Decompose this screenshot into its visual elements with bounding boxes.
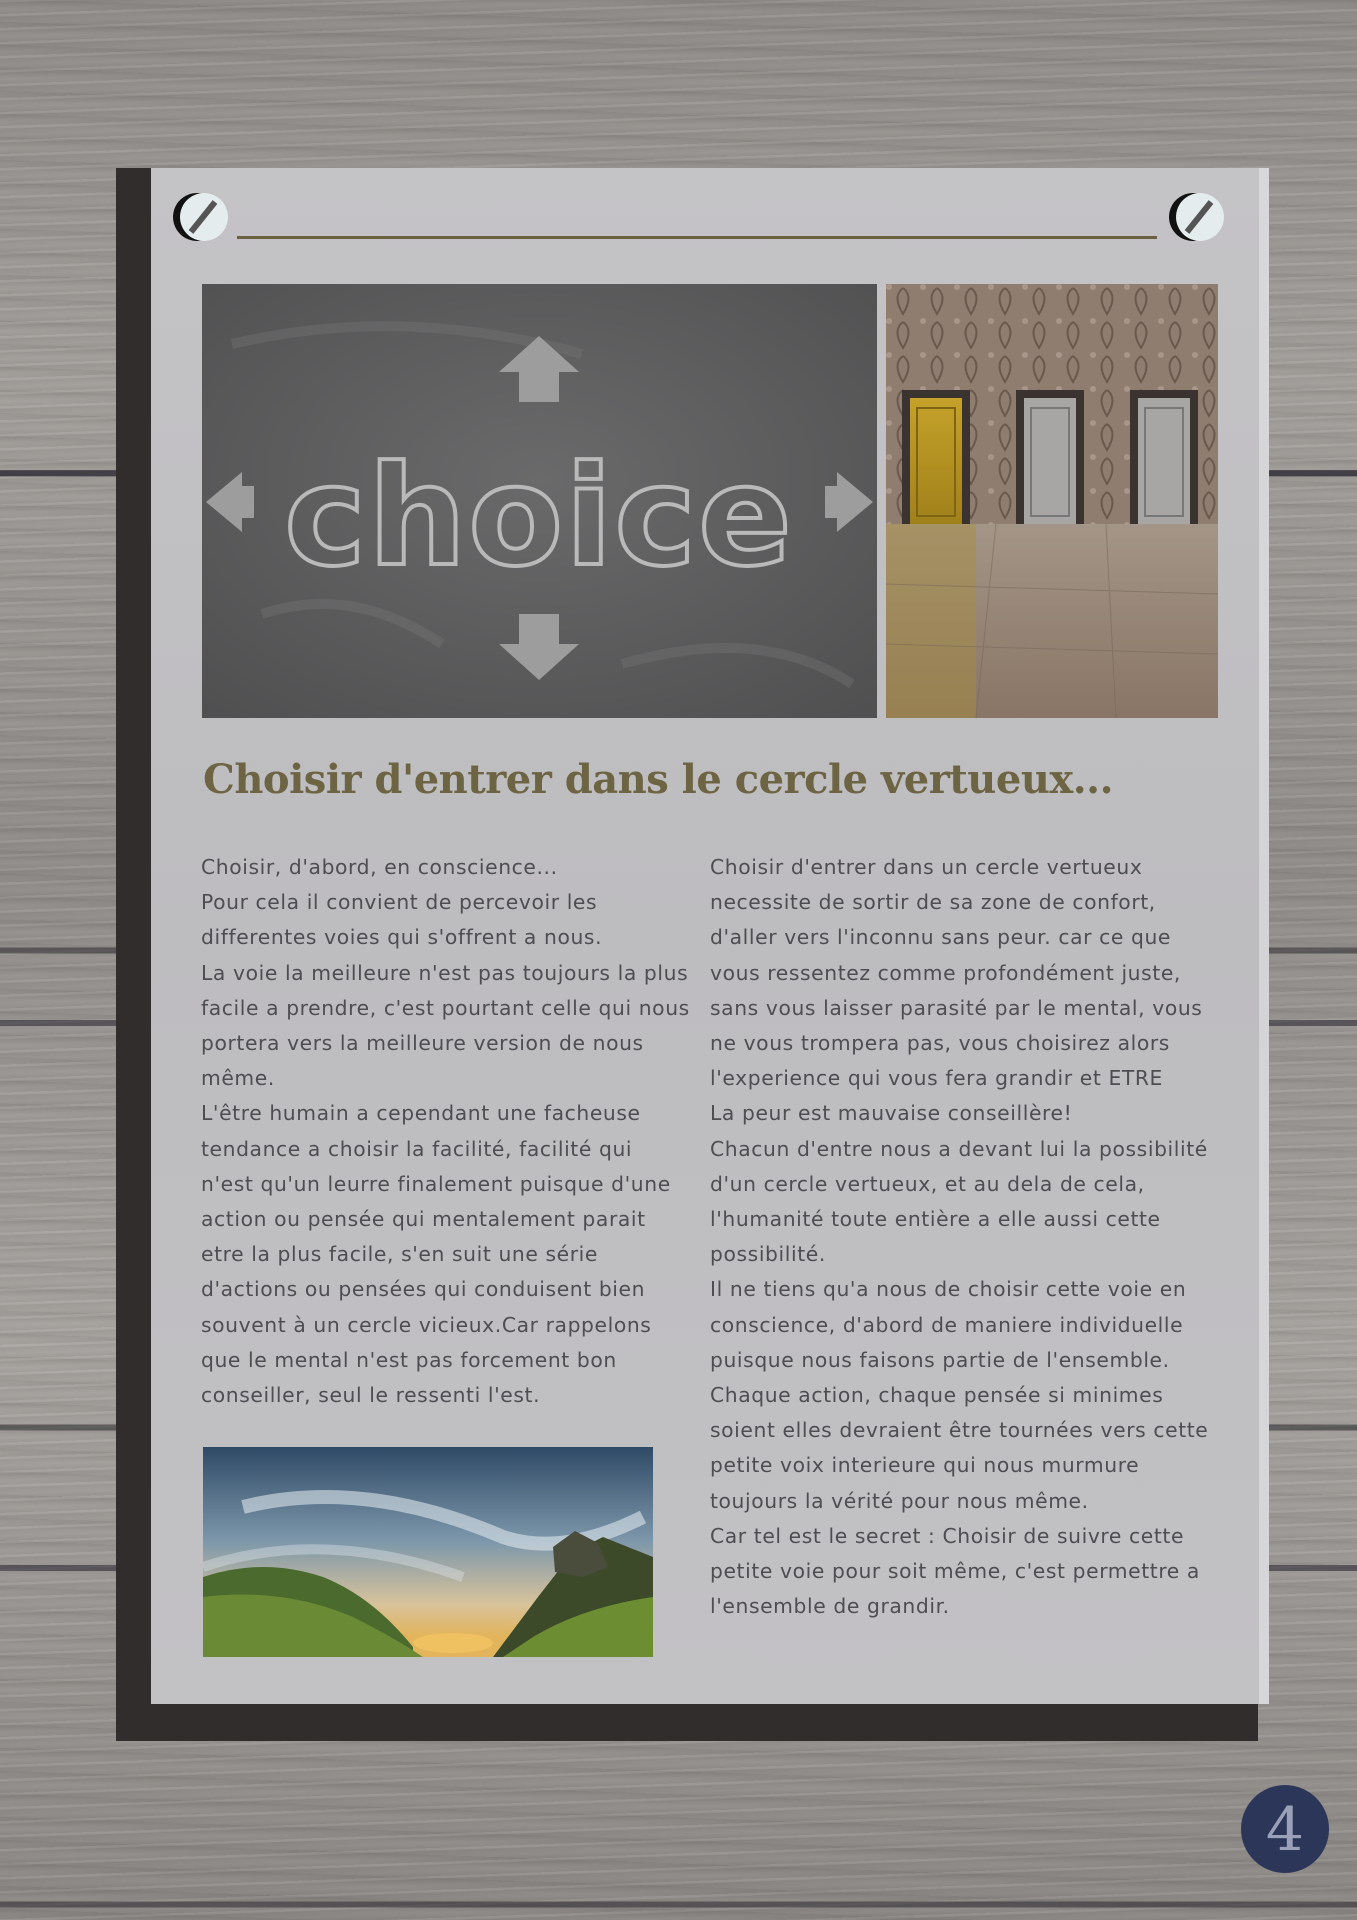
article-left-column: Choisir, d'abord, en conscience... Pour cela il convient de percevoir les differentes voies qui s'offrent a nous. La voie la meilleure n'est pas toujours la plus facile a prendre, c'est pourtant celle qui nous portera vers la meilleure version de nous même. L'être humain a cependant une facheuse tendance a choisir la facilité, facilité qui n'est qu'un leurre finalement puisque d'une action ou pensée qui mentalement parait etre la plus facile, s'en suit une série d'actions ou pensées qui conduisent bien souvent à un cercle vicieux.Car rappelons que le mental n'est pas forcement bon conseiller, seul le ressenti l'est.	[201, 855, 690, 1408]
top-rule	[237, 236, 1157, 239]
chalkboard-word: choice	[284, 436, 794, 597]
page-number-badge: 4	[1241, 1785, 1329, 1873]
pin-right-icon	[1167, 188, 1225, 246]
doors-photo	[886, 284, 1218, 718]
landscape-photo	[203, 1447, 653, 1657]
article-title: Choisir d'entrer dans le cercle vertueux...	[203, 756, 1114, 803]
pin-left-icon	[171, 188, 229, 246]
article-right-column: Choisir d'entrer dans un cercle vertueux necessite de sortir de sa zone de confort, d'aller vers l'inconnu sans peur. car ce que vous ressentez comme profondément juste, sans vous laisser parasité par le mental, vous ne vous trompera pas, vous choisirez alors l'experience qui vous fera grandir et ETRE La peur est mauvaise conseillère! Chacun d'entre nous a devant lui la possibilité d'un cercle vertueux, et au dela de cela, l'humanité toute entière a elle aussi cette possibilité. Il ne tiens qu'a nous de choisir cette voie en conscience, d'abord de maniere individuelle puisque nous faisons partie de l'ensemble. Chaque action, chaque pensée si minimes soient elles devraient être tournées vers cette petite voix interieure qui nous murmure toujours la vérité pour nous même. Car tel est le secret : Choisir de suivre cette petite voie pour soit même, c'est permettre a l'ensemble de grandir.	[710, 855, 1209, 1619]
paper-sheet	[151, 168, 1269, 1704]
sheet-edge	[1259, 168, 1269, 1704]
chalkboard-choice-photo	[202, 284, 877, 718]
